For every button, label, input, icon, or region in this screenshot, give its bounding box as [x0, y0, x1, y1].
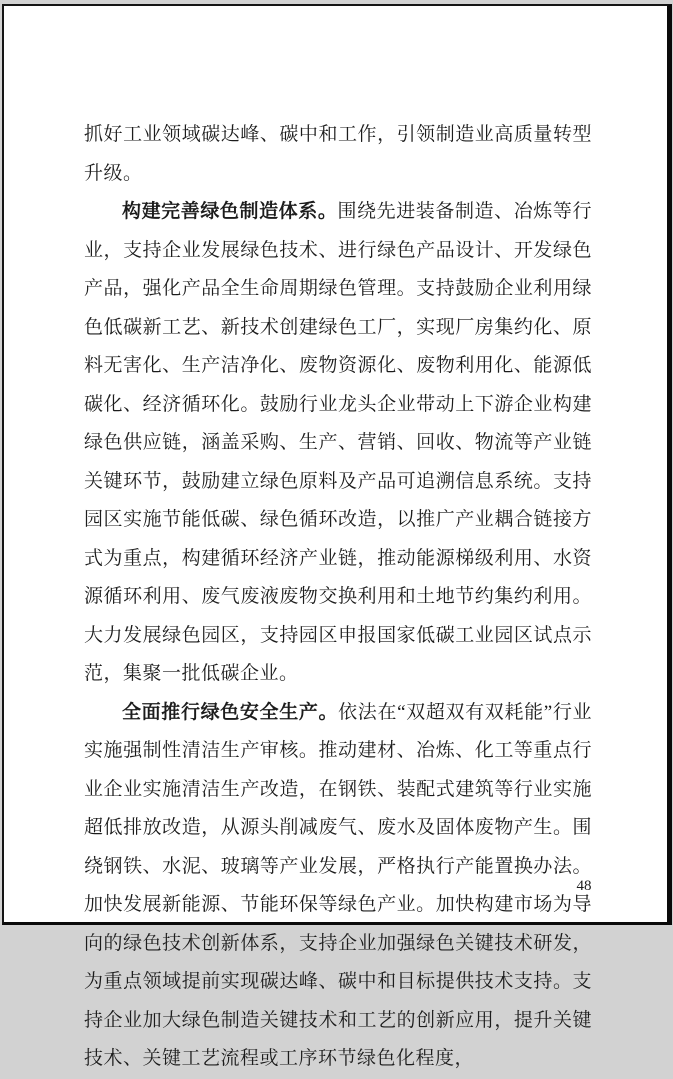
paragraph-lead: 全面推行绿色安全生产。: [122, 701, 339, 723]
paragraph-text: 围绕先进装备制造、冶炼等行业，支持企业发展绿色技术、进行绿色产品设计、开发绿色产品，强化产品全生命周期绿色管理。支持鼓励企业利用绿色低碳新工艺、新技术创建绿色工厂，实现厂房集约化、原料无害化、生产洁净化、废物资源化、废物利用化、能源低碳化、经济循环化。鼓励行业龙头企业带动上下游企业构建绿色供应链，涵盖采购、生产、营销、回收、物流等产业链关键环节，鼓励建立绿色原料及产品可追溯信息系统。支持园区实施节能低碳、绿色循环改造，以推广产业耦合链接方式为重点，构建循环经济产业链，推动能源梯级利用、水资源循环利用、废气废液废物交换利用和土地节约集约利用。大力发展绿色园区，支持园区申报国家低碳工业园区试点示范，集聚一批低碳企业。: [84, 201, 592, 684]
paragraph: [84, 193, 592, 694]
paragraph: [84, 116, 592, 193]
paragraph-text: 依法在“双超双有双耗能”行业实施强制性清洁生产审核。推动建材、冶炼、化工等重点行业企业实施清洁生产改造，在钢铁、装配式建筑等行业实施超低排放改造，从源头削减废气、废水及固体废物产生。围绕钢铁、水泥、玻璃等产业发展，严格执行产能置换办法。加快发展新能源、节能环保等绿色产业。加快构建市场为导向的绿色技术创新体系，支持企业加强绿色关键技术研发，为重点领域提前实现碳达峰、碳中和目标提供技术支持。支持企业加大绿色制造关键技术和工艺的创新应用，提升关键技术、关键工艺流程或工序环节绿色化程度，: [84, 701, 592, 1069]
page-number: 48: [576, 878, 592, 894]
paragraph-lead: 构建完善绿色制造体系。: [122, 201, 338, 222]
paragraph-text: 抓好工业领域碳达峰、碳中和工作，引领制造业高质量转型升级。: [84, 124, 592, 184]
body-text: [84, 116, 592, 1079]
paragraph: [84, 694, 592, 1079]
document-page: [2, 4, 672, 1069]
